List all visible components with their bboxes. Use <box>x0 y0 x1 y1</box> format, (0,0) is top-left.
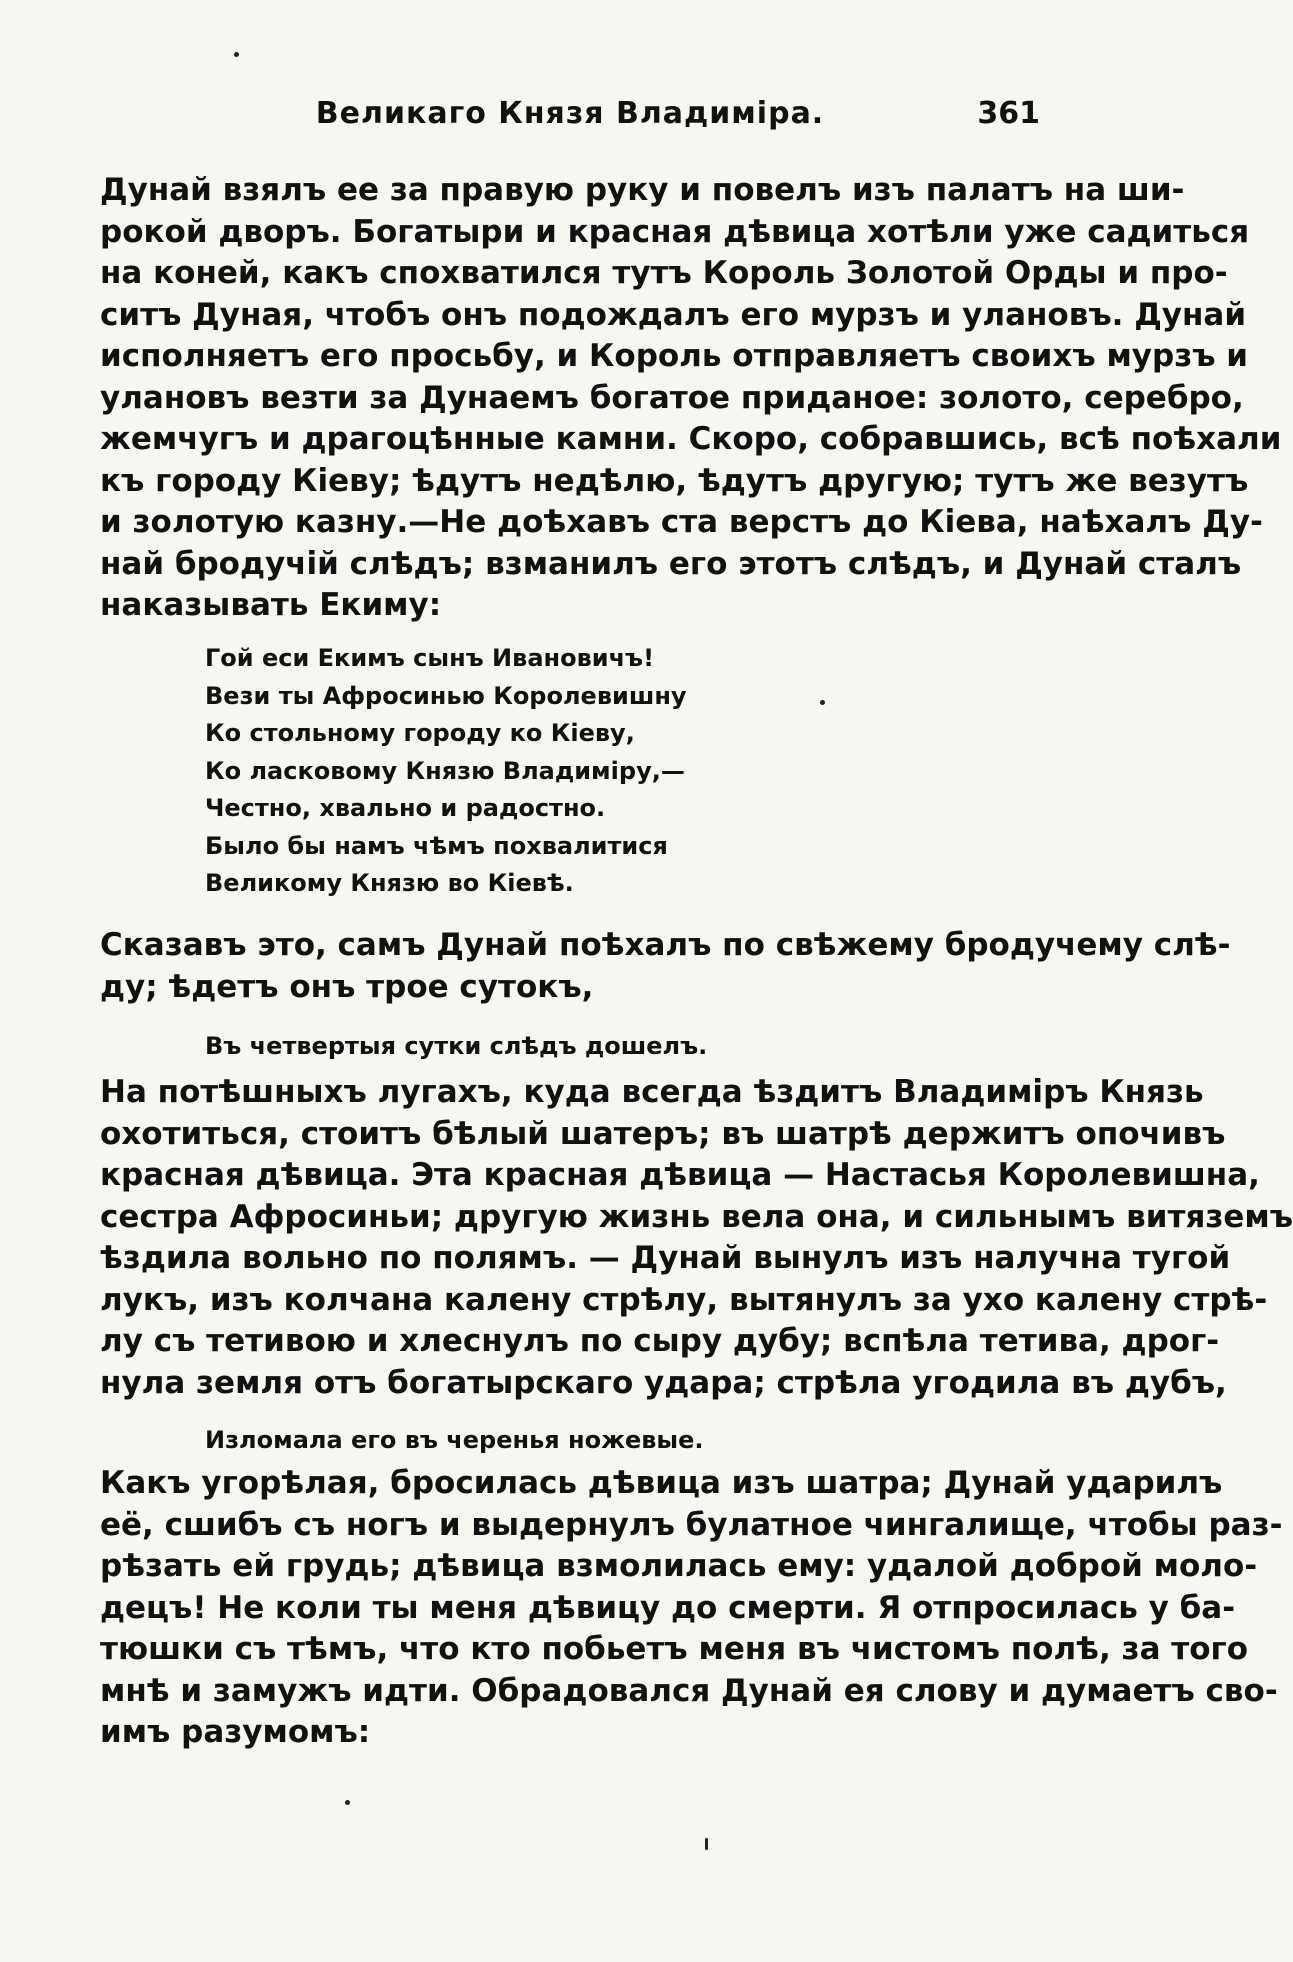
verse-line: Въ четвертыя сутки слѣдъ дошелъ. <box>205 1032 708 1060</box>
ink-speck <box>345 1800 350 1805</box>
text-line: жемчугъ и драгоцѣнные камни. Скоро, собравшись, всѣ поѣхали <box>100 421 1282 457</box>
ink-speck <box>705 1838 708 1850</box>
running-title: Великаго Князя Владиміра. <box>315 96 825 131</box>
verse-line: Великому Князю во Кіевѣ. <box>205 869 574 897</box>
ink-speck <box>234 52 239 57</box>
text-line: имъ разумомъ: <box>100 1714 371 1750</box>
page-header <box>100 96 1040 146</box>
paragraph-4 <box>100 1463 1283 1754</box>
text-line: и золотую казну.—Не доѣхавъ ста верстъ до Кіева, наѣхалъ Ду- <box>100 504 1263 540</box>
text-line: Дунай взялъ ее за правую руку и повелъ изъ палатъ на ши- <box>100 172 1185 208</box>
ink-speck <box>820 700 825 705</box>
text-line: на коней, какъ спохватился тутъ Король Золотой Орды и про- <box>100 255 1228 291</box>
text-line: рѣзать ей грудь; дѣвица взмолилась ему: удалой доброй моло- <box>100 1548 1258 1584</box>
text-line: наказывать Екиму: <box>100 587 442 623</box>
verse-line: Честно, хвально и радостно. <box>205 794 606 822</box>
verse-line: Ко ласковому Князю Владиміру,— <box>205 756 685 785</box>
text-line: нула земля отъ богатырскаго удара; стрѣла угодила въ дубъ, <box>100 1364 1227 1401</box>
text-line: охотиться, стоитъ бѣлый шатеръ; въ шатрѣ держитъ опочивъ <box>100 1115 1226 1152</box>
text-line: На потѣшныхъ лугахъ, куда всегда ѣздитъ Владиміръ Князь <box>100 1074 1204 1110</box>
text-line: сестра Афросиньи; другую жизнь вела она, и сильнымъ витяземъ <box>100 1198 1293 1235</box>
verse-line: Было бы намъ чѣмъ похвалитися <box>205 831 668 860</box>
text-line: мнѣ и замужъ идти. Обрадовался Дунай ея слову и думаетъ сво- <box>100 1672 1278 1709</box>
verse-block-3 <box>205 1422 704 1460</box>
text-line: лу съ тетивою и хлеснулъ по сыру дубу; вспѣла тетива, дрог- <box>100 1323 1220 1359</box>
paragraph-1 <box>100 170 1282 627</box>
paragraph-2 <box>100 925 1231 1008</box>
text-line: ситъ Дуная, чтобъ онъ подождалъ его мурзъ и улановъ. Дунай <box>100 296 1247 333</box>
verse-line: Гой еси Екимъ сынъ Ивановичъ! <box>205 644 655 672</box>
text-line: къ городу Кіеву; ѣдутъ недѣлю, ѣдутъ другую; тутъ же везутъ <box>100 462 1249 499</box>
text-line: децъ! Не коли ты меня дѣвицу до смерти. Я отпросилась у ба- <box>100 1589 1236 1626</box>
page-number: 361 <box>977 96 1040 131</box>
text-line: улановъ везти за Дунаемъ богатое приданое: золото, серебро, <box>100 379 1244 416</box>
text-line: Сказавъ это, самъ Дунай поѣхалъ по свѣжему бродучему слѣ- <box>100 927 1231 963</box>
verse-line: Изломала его въ черенья ножевые. <box>205 1426 704 1454</box>
text-line: ѣздила вольно по полямъ. — Дунай вынулъ изъ налучна тугой <box>100 1240 1231 1276</box>
verse-block-1 <box>205 640 687 903</box>
text-line: ду; ѣдетъ онъ трое сутокъ, <box>100 968 594 1005</box>
text-line: её, сшибъ съ ногъ и выдернулъ булатное чингалище, чтобы раз- <box>100 1506 1283 1543</box>
text-line: рокой дворъ. Богатыри и красная дѣвица хотѣли уже садиться <box>100 213 1250 250</box>
verse-line: Вези ты Афросинью Королевишну <box>205 681 687 710</box>
text-line: най бродучій слѣдъ; взманилъ его этотъ слѣдъ, и Дунай сталъ <box>100 545 1242 582</box>
text-line: лукъ, изъ колчана калену стрѣлу, вытянулъ за ухо калену стрѣ- <box>100 1281 1268 1318</box>
paragraph-3 <box>100 1072 1293 1404</box>
text-line: Какъ угорѣлая, бросилась дѣвица изъ шатра; Дунай ударилъ <box>100 1465 1223 1501</box>
text-line: исполняетъ его просьбу, и Король отправляетъ своихъ мурзъ и <box>100 338 1249 374</box>
text-line: красная дѣвица. Эта красная дѣвица — Настасья Королевишна, <box>100 1157 1260 1193</box>
verse-block-2 <box>205 1028 707 1066</box>
text-line: тюшки съ тѣмъ, что кто побьетъ меня въ чистомъ полѣ, за того <box>100 1631 1249 1667</box>
verse-line: Ко стольному городу ко Кіеву, <box>205 719 635 747</box>
